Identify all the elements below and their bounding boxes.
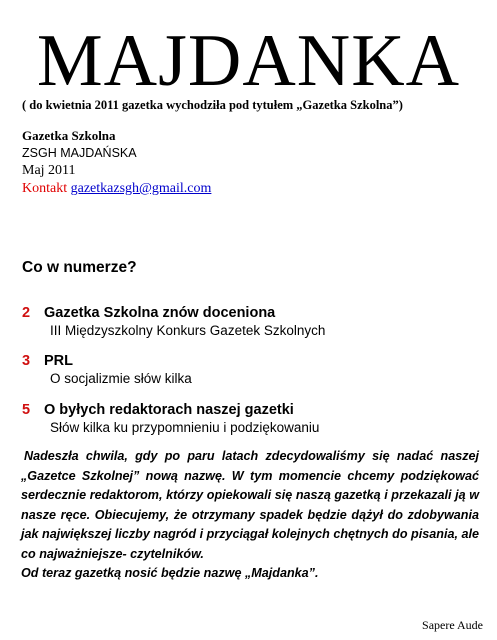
issue-date: Maj 2011 bbox=[22, 163, 76, 178]
contact-email-link[interactable]: gazetkazsgh@gmail.com bbox=[70, 181, 212, 196]
toc-item bbox=[22, 304, 325, 338]
publication-name: Gazetka Szkolna bbox=[22, 128, 116, 143]
toc-heading: Co w numerze? bbox=[22, 259, 137, 276]
school-name: ZSGH MAJDAŃSKA bbox=[22, 146, 137, 160]
editorial-article bbox=[21, 447, 479, 584]
toc-item bbox=[22, 352, 192, 386]
article-paragraph: Nadeszła chwila, gdy po paru latach zdecydowaliśmy się nadać naszej „Gazetce Szkolnej” nową nazwę. W tym momencie chcemy podziękować serdecznie redaktorom, którzy opiekowali się naszą gazetką i przekazali ją w nasze ręce. Obiecujemy, że otrzymany spadek będzie dążył do zdobywania jak największej liczby nagród i przyciągał kolejnych chętnych do pisania, ale co najważniejsze- czytelników. bbox=[21, 449, 479, 561]
toc-item-title: PRL bbox=[44, 353, 73, 369]
masthead-subtitle: ( do kwietnia 2011 gazetka wychodziła pod tytułem „Gazetka Szkolna”) bbox=[22, 98, 403, 112]
contact-line bbox=[22, 181, 211, 197]
masthead-title: MAJDANKA bbox=[36, 20, 461, 102]
toc-item-description: O socjalizmie słów kilka bbox=[50, 371, 192, 386]
toc-page-number: 3 bbox=[22, 353, 31, 369]
toc-item-description: Słów kilka ku przypomnieniu i podziękowaniu bbox=[50, 420, 320, 435]
toc-item-title: Gazetka Szkolna znów doceniona bbox=[44, 305, 276, 321]
signature: Sapere Aude bbox=[422, 618, 483, 632]
toc-page-number: 2 bbox=[22, 305, 31, 321]
toc-item bbox=[22, 401, 319, 435]
toc-item-title: O byłych redaktorach naszej gazetki bbox=[44, 402, 294, 418]
article-closing: Od teraz gazetką nosić będzie nazwę „Majdanka”. bbox=[21, 566, 319, 580]
contact-label: Kontakt bbox=[22, 181, 68, 196]
toc-page-number: 5 bbox=[22, 402, 31, 418]
toc-item-description: III Międzyszkolny Konkurs Gazetek Szkolnych bbox=[50, 323, 326, 338]
